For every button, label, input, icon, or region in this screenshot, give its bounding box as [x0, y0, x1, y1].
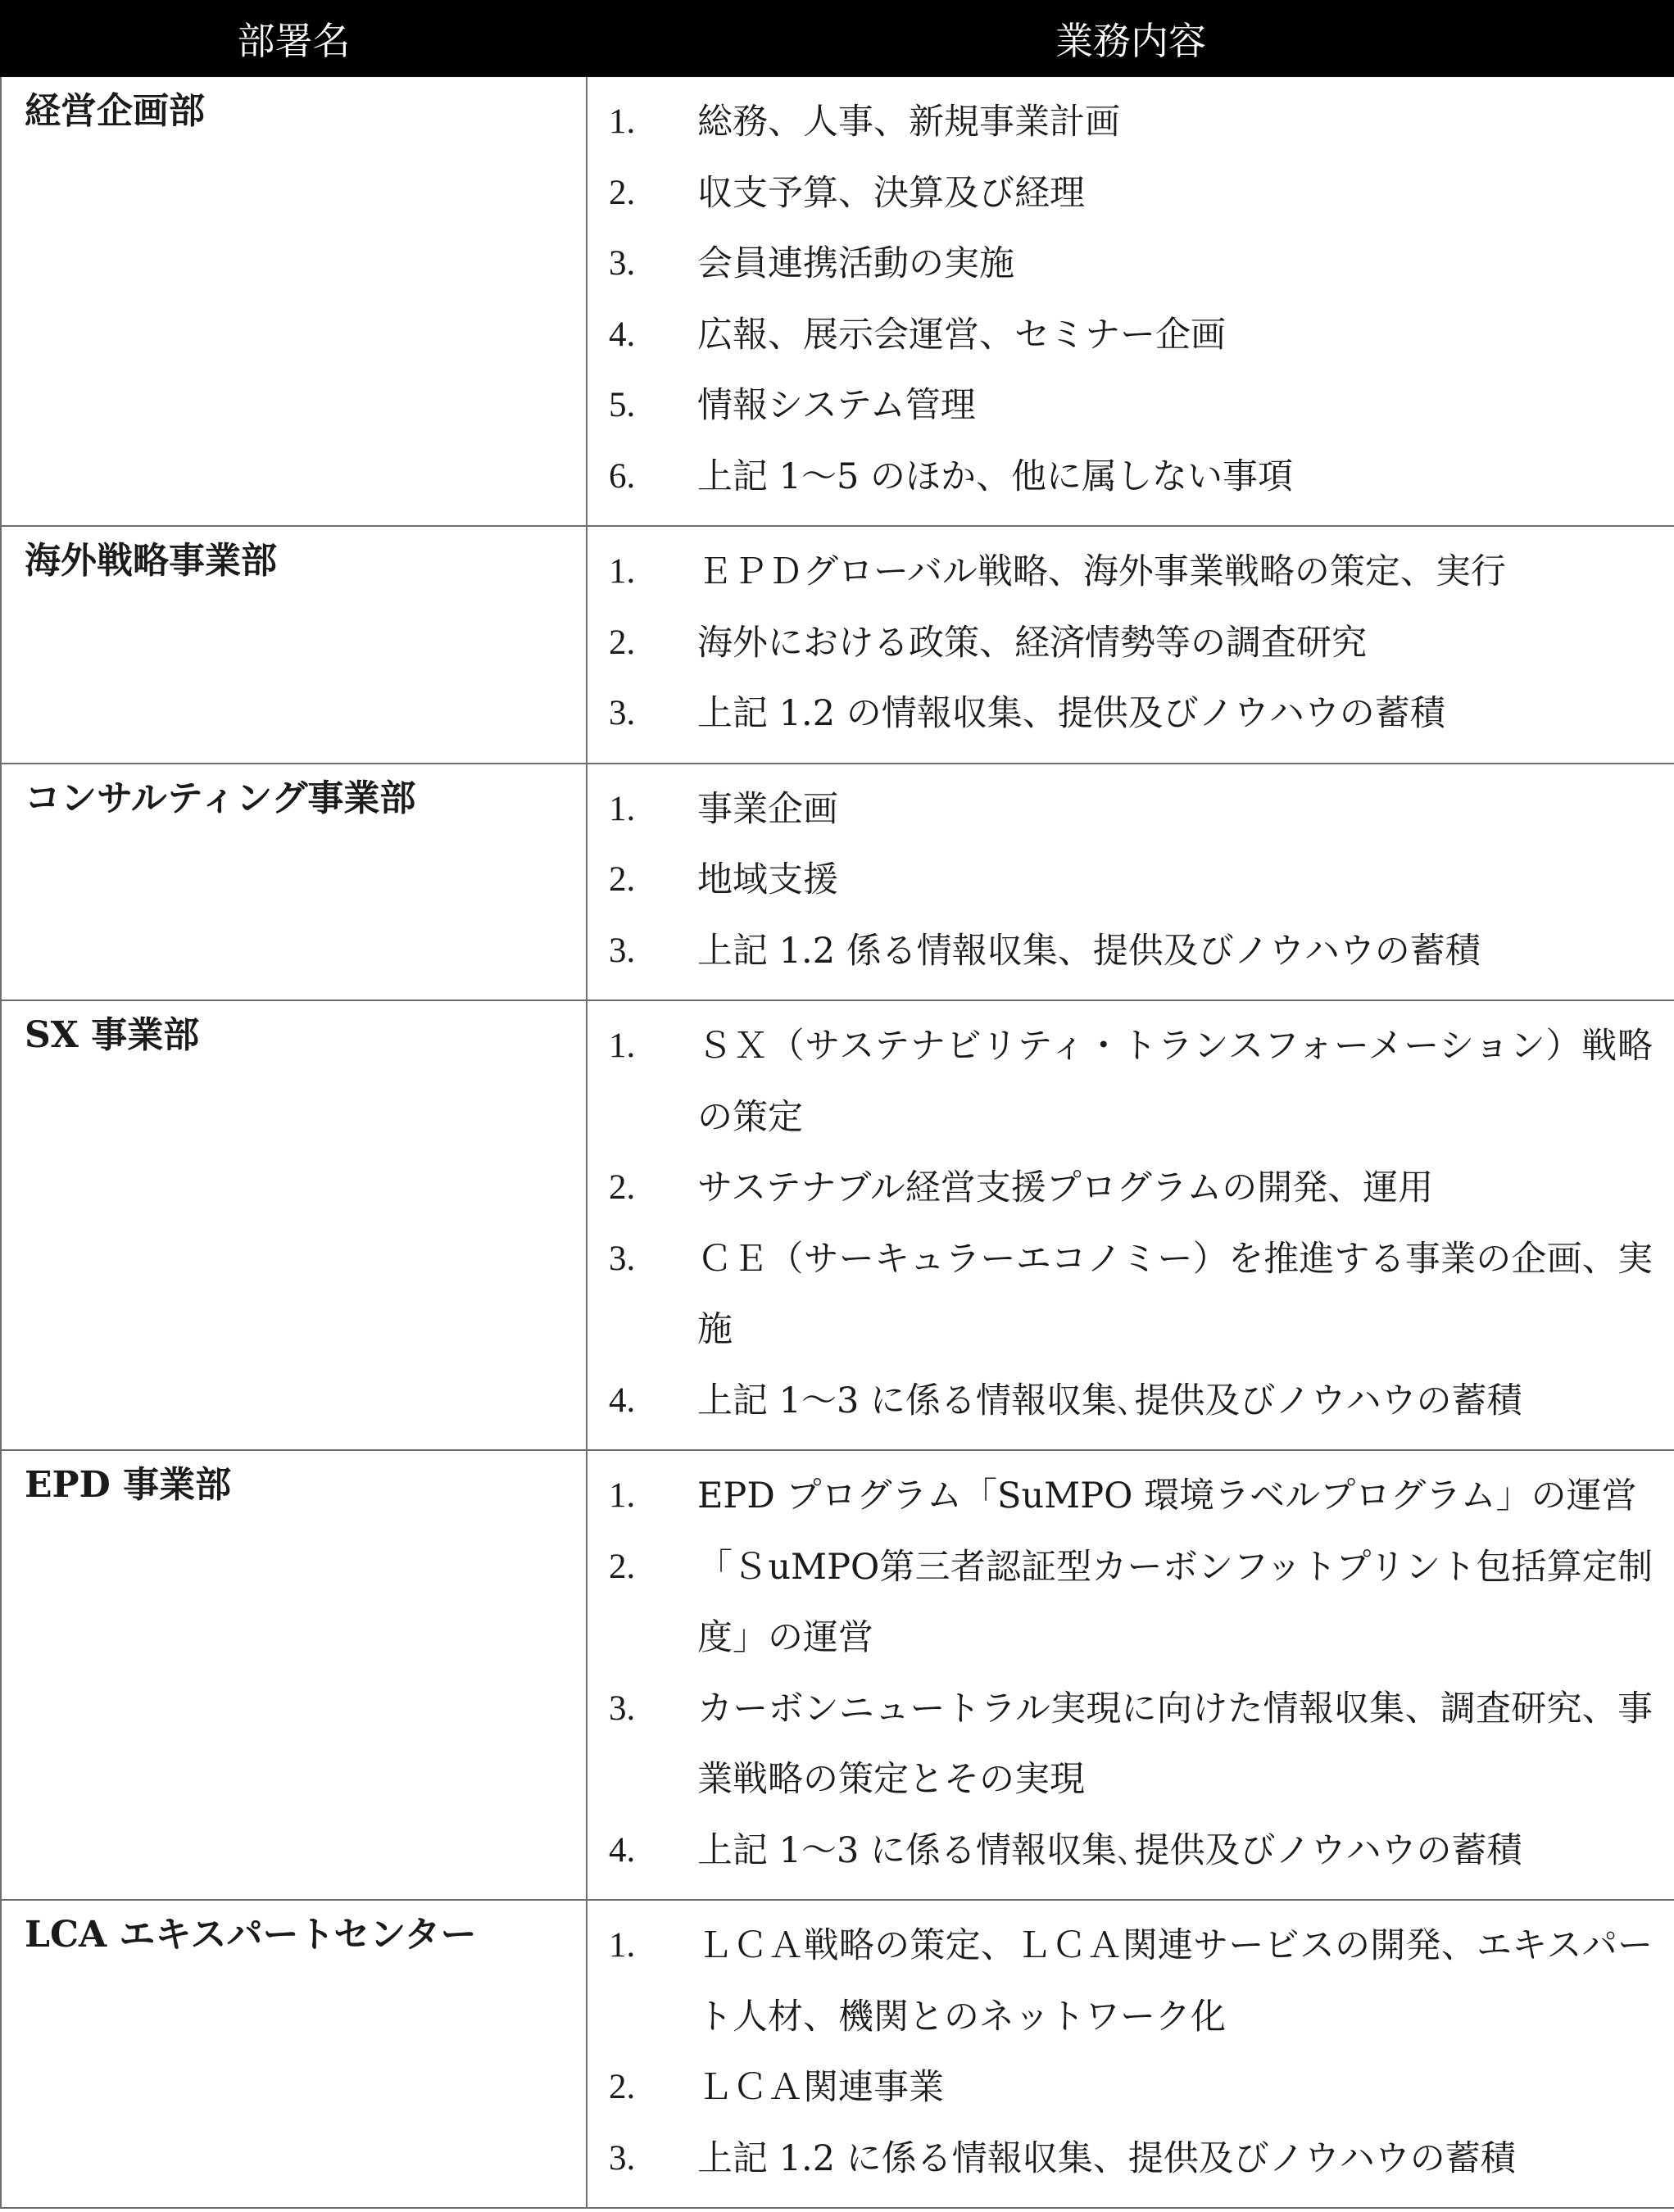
task-item — [609, 1366, 1653, 1437]
task-item — [609, 2124, 1653, 2195]
task-list — [609, 1461, 1653, 1886]
department-name: 経営企画部 — [1, 76, 587, 526]
task-number: 5. — [609, 386, 636, 424]
department-name: EPD 事業部 — [1, 1450, 587, 1900]
task-text: ＣＥ（サーキュラーエコノミー）を推進する事業の企画、実施 — [697, 1238, 1653, 1350]
task-list — [609, 1911, 1653, 2194]
task-item — [609, 2052, 1653, 2124]
task-text: 収支予算、決算及び経理 — [697, 172, 1085, 214]
task-number: 3. — [609, 931, 636, 970]
task-list — [609, 537, 1653, 750]
task-text: ＬＣＡ関連事業 — [697, 2067, 944, 2108]
task-number: 2. — [609, 2068, 636, 2106]
table-row — [1, 526, 1674, 764]
task-text: EPD プログラム「SuMPO 環境ラベルプログラム」の運営 — [697, 1475, 1637, 1516]
task-item — [609, 774, 1653, 845]
table-row — [1, 76, 1674, 526]
task-number: 2. — [609, 1547, 636, 1586]
task-text: サステナブル経営支援プログラムの開発、運用 — [697, 1167, 1434, 1208]
task-text: 上記 1.2 の情報収集、提供及びノウハウの蓄積 — [697, 693, 1445, 734]
task-text: カーボンニュートラル実現に向けた情報収集、調査研究、事業戦略の策定とその実現 — [697, 1688, 1653, 1800]
department-duties — [587, 1900, 1674, 2208]
department-name: コンサルティング事業部 — [1, 764, 587, 1001]
table-header — [1, 1, 1674, 76]
department-duties — [587, 1450, 1674, 1900]
task-number: 3. — [609, 1688, 636, 1728]
task-item — [609, 678, 1653, 750]
task-number: 4. — [609, 1380, 636, 1420]
task-item — [609, 916, 1653, 987]
task-text: ＳＸ（サステナビリティ・トランスフォーメーション）戦略の策定 — [697, 1026, 1653, 1138]
task-item — [609, 1153, 1653, 1224]
header-department: 部署名 — [1, 1, 587, 76]
task-item — [609, 845, 1653, 916]
table-row — [1, 764, 1674, 1001]
task-item — [609, 442, 1653, 513]
task-item — [609, 229, 1653, 300]
table-row — [1, 1000, 1674, 1450]
task-text: 「ＳuMPO第三者認証型カーボンフットプリント包括算定制度」の運営 — [697, 1546, 1653, 1658]
task-text: 上記 1.2 に係る情報収集、提供及びノウハウの蓄積 — [697, 2137, 1516, 2179]
task-number: 4. — [609, 1830, 636, 1870]
table-row — [1, 1450, 1674, 1900]
task-text: 上記 1〜3 に係る情報収集､提供及びノウハウの蓄積 — [697, 1829, 1522, 1871]
task-number: 3. — [609, 244, 636, 283]
task-number: 1. — [609, 1926, 636, 1965]
task-text: ＥＰＤグローバル戦略、海外事業戦略の策定、実行 — [697, 551, 1506, 592]
task-text: ＬＣＡ戦略の策定、ＬＣＡ関連サービスの開発、エキスパート人材、機関とのネットワーク化 — [697, 1925, 1653, 2037]
task-list — [609, 774, 1653, 987]
task-number: 3. — [609, 694, 636, 732]
task-number: 1. — [609, 102, 636, 141]
department-duties — [587, 1000, 1674, 1450]
task-number: 6. — [609, 456, 636, 496]
task-text: 海外における政策、経済情勢等の調査研究 — [697, 622, 1367, 664]
task-number: 1. — [609, 789, 636, 828]
task-number: 2. — [609, 623, 636, 662]
task-text: 地域支援 — [697, 859, 838, 900]
task-item — [609, 1815, 1653, 1887]
task-list — [609, 87, 1653, 512]
header-row — [1, 1, 1674, 76]
task-text: 上記 1.2 係る情報収集、提供及びノウハウの蓄積 — [697, 930, 1481, 972]
task-text: 総務、人事、新規事業計画 — [697, 102, 1120, 143]
task-text: 広報、展示会運営、セミナー企画 — [697, 314, 1226, 356]
task-item — [609, 1911, 1653, 2052]
task-list — [609, 1011, 1653, 1436]
table-body — [1, 76, 1674, 2208]
task-item — [609, 158, 1653, 229]
task-number: 3. — [609, 2138, 636, 2178]
task-item — [609, 537, 1653, 608]
task-number: 1. — [609, 552, 636, 591]
task-text: 会員連携活動の実施 — [697, 243, 1014, 284]
department-duties — [587, 764, 1674, 1001]
task-item — [609, 370, 1653, 442]
task-item — [609, 608, 1653, 679]
task-number: 3. — [609, 1239, 636, 1278]
task-number: 2. — [609, 173, 636, 212]
task-number: 2. — [609, 860, 636, 899]
task-item — [609, 1011, 1653, 1153]
department-name: LCA エキスパートセンター — [1, 1900, 587, 2208]
task-item — [609, 1461, 1653, 1532]
department-name: SX 事業部 — [1, 1000, 587, 1450]
task-item — [609, 87, 1653, 158]
department-name: 海外戦略事業部 — [1, 526, 587, 764]
table-row — [1, 1900, 1674, 2208]
task-text: 上記 1〜5 のほか、他に属しない事項 — [697, 456, 1294, 497]
task-number: 1. — [609, 1476, 636, 1515]
task-item — [609, 1224, 1653, 1366]
task-number: 4. — [609, 315, 636, 354]
task-text: 上記 1〜3 に係る情報収集､提供及びノウハウの蓄積 — [697, 1380, 1522, 1421]
task-text: 事業企画 — [697, 788, 838, 830]
task-text: 情報システム管理 — [697, 385, 976, 426]
task-item — [609, 1674, 1653, 1815]
task-item — [609, 300, 1653, 371]
department-duties — [587, 76, 1674, 526]
task-item — [609, 1532, 1653, 1674]
department-duties — [587, 526, 1674, 764]
header-duties: 業務内容 — [587, 1, 1674, 76]
task-number: 2. — [609, 1168, 636, 1207]
task-number: 1. — [609, 1027, 636, 1065]
